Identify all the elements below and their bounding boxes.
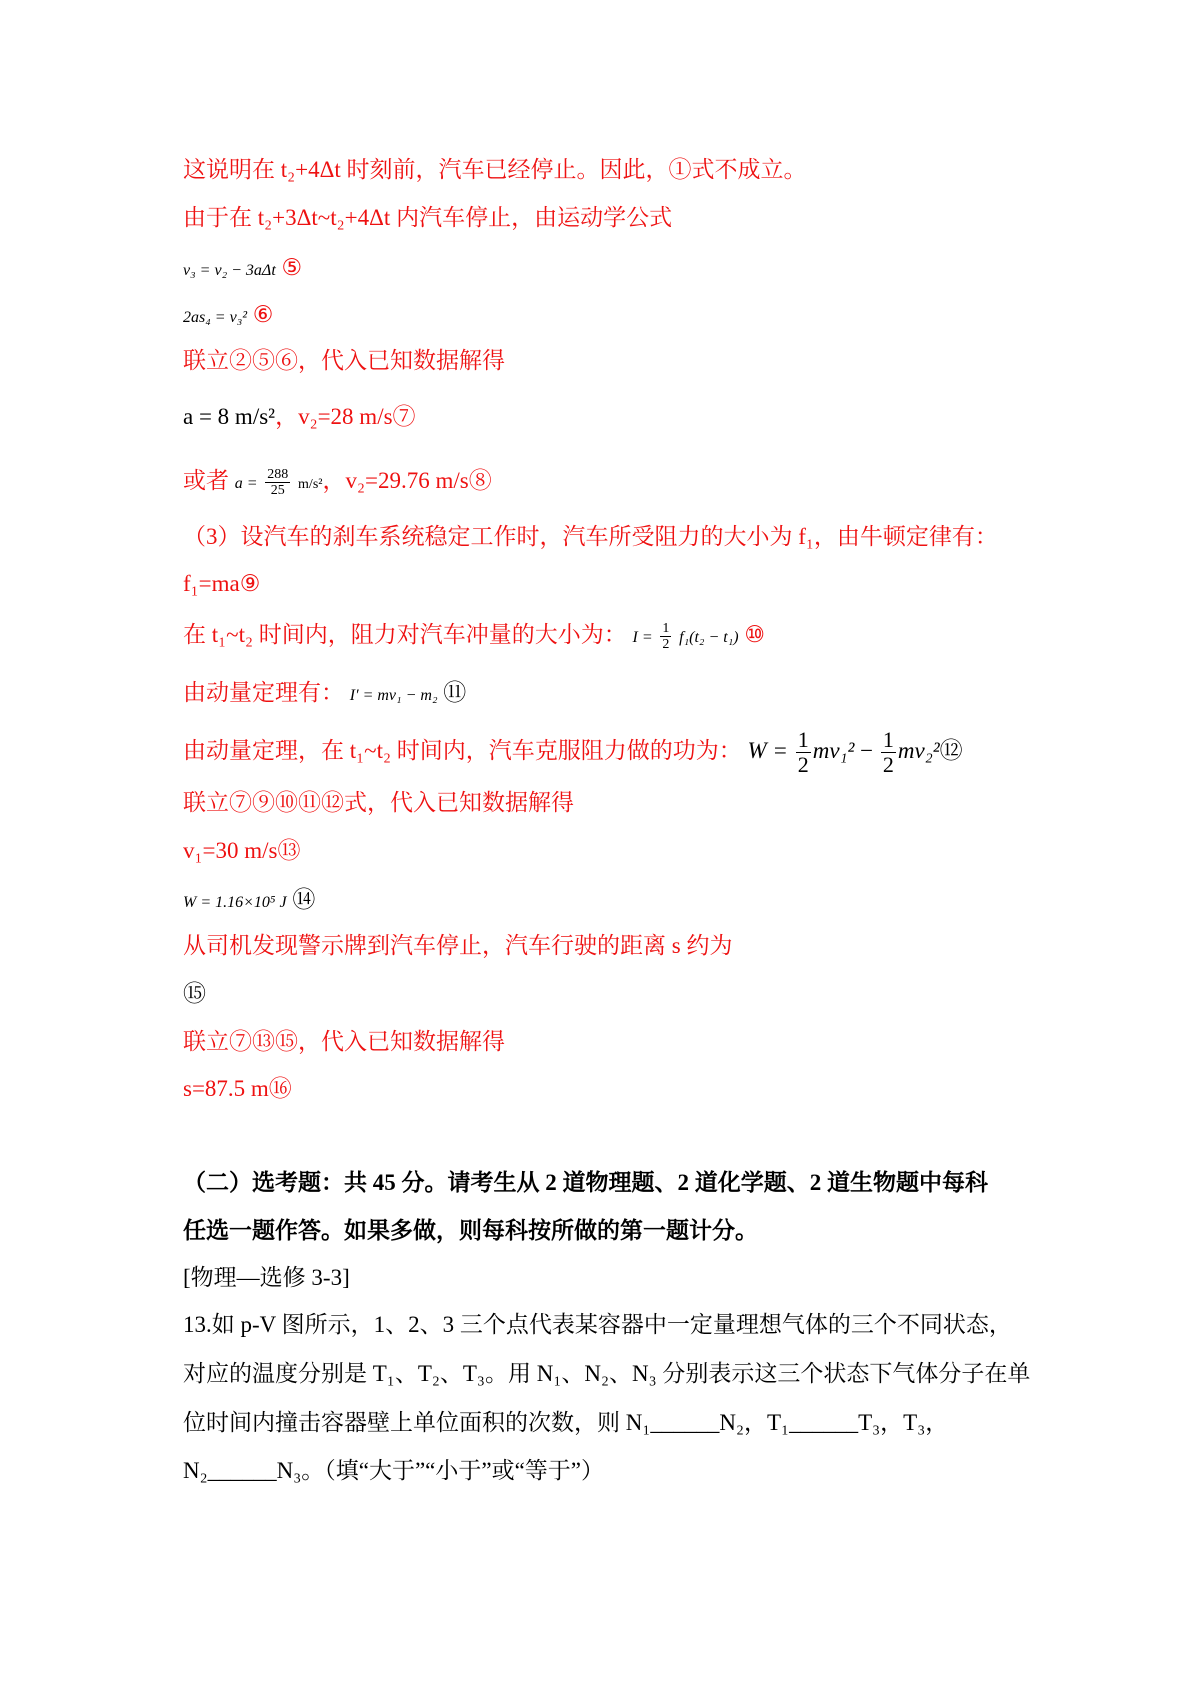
equation-14: [183, 885, 315, 918]
result-a2-unit: m/s²: [298, 477, 323, 492]
equation-10-numerator: 1: [662, 620, 670, 636]
equation-10-denominator: 2: [662, 637, 670, 653]
solution-line-3: 联立②⑤⑥，代入已知数据解得: [183, 348, 505, 373]
question-13-line-3: 位时间内撞击容器壁上单位面积的次数，则 N₁______N₂，T₁______T₃，T₃，: [183, 1410, 949, 1435]
result-a2-fraction: [265, 467, 290, 499]
equation-12-lhs: W =: [747, 738, 788, 763]
solution-line-6: 在 t₁~t₂ 时间内，阻力对汽车冲量的大小为：: [183, 622, 627, 647]
solution-line-4: （3）设汽车的刹车系统稳定工作时，汽车所受阻力的大小为 f₁，由牛顿定律有：: [183, 524, 998, 549]
result-a1: a = 8 m/s²: [183, 404, 276, 429]
result-line-1: [183, 402, 416, 432]
equation-12-minus: −: [860, 738, 874, 763]
equation-14-expr: W = 1.16×10⁵ J: [183, 894, 287, 911]
equation-10-lhs: I =: [632, 629, 653, 646]
equation-12-term-2: mv₂²: [897, 738, 940, 763]
equation-6-expr: 2as₄ = v₃²: [183, 309, 248, 326]
solution-line-9: 联立⑦⑨⑩⑪⑫式，代入已知数据解得: [183, 790, 574, 815]
result-line-2: [183, 458, 492, 508]
section-tag: [物理—选修 3-3]: [183, 1265, 350, 1290]
equation-12-numerator-2: 1: [882, 727, 894, 753]
equation-14-marker: ⑭: [292, 887, 316, 912]
equation-12-line: [183, 726, 963, 777]
equation-12-fraction-2: [881, 728, 896, 777]
equation-11-line: [183, 678, 466, 711]
equation-10-line: [183, 612, 765, 661]
solution-line-8: 由动量定理，在 t₁~t₂ 时间内，汽车克服阻力做的功为：: [183, 738, 742, 763]
or-label: 或者: [183, 468, 229, 493]
section-heading-line-2: 任选一题作答。如果多做，则每科按所做的第一题计分。: [183, 1218, 758, 1243]
result-a2-lhs: a =: [234, 475, 258, 492]
equation-11-marker: ⑪: [443, 680, 467, 705]
solution-line-2: 由于在 t₂+3Δt~t₂+4Δt 内汽车停止，由运动学公式: [183, 205, 673, 230]
equation-15-marker: ⑮: [183, 981, 206, 1006]
result-v2a: ，v₂=28 m/s⑦: [275, 404, 416, 429]
equation-12-numerator-1: 1: [797, 727, 809, 753]
equation-11-expr: I′ = mv₁ − m₂: [349, 687, 438, 704]
solution-line-11: 从司机发现警示牌到汽车停止，汽车行驶的距离 s 约为: [183, 933, 733, 958]
equation-5-expr: v₃ = v₂ − 3aΔt: [183, 262, 276, 279]
equation-12-term-1: mv₁²: [812, 738, 855, 763]
equation-6-marker: ⑥: [252, 302, 274, 327]
equation-12-denominator-2: 2: [882, 752, 894, 778]
question-13-line-2: 对应的温度分别是 T₁、T₂、T₃。用 N₁、N₂、N₃ 分别表示这三个状态下气体分子在单: [183, 1361, 1031, 1386]
result-a2-numerator: 288: [267, 466, 289, 482]
question-13-line-4: N₂______N₃。（填“大于”“小于”或“等于”）: [183, 1458, 605, 1483]
solution-line-14: s=87.5 m⑯: [183, 1076, 292, 1101]
section-heading-line-1: （二）选考题：共 45 分。请考生从 2 道物理题、2 道化学题、2 道生物题中每科: [183, 1170, 988, 1195]
result-v2b: ，v₂=29.76 m/s⑧: [322, 468, 492, 493]
equation-5: [183, 253, 302, 286]
equation-12-marker: ⑫: [939, 738, 963, 763]
equation-6: [183, 300, 273, 333]
question-13-line-1: 13.如 p-V 图所示，1、2、3 三个点代表某容器中一定量理想气体的三个不同状态，: [183, 1312, 1012, 1337]
solution-line-13: 联立⑦⑬⑮，代入已知数据解得: [183, 1029, 505, 1054]
solution-line-5: f₁=ma⑨: [183, 571, 261, 596]
equation-12-denominator-1: 2: [797, 752, 809, 778]
solution-line-1: 这说明在 t₂+4Δt 时刻前，汽车已经停止。因此，①式不成立。: [183, 157, 807, 182]
solution-line-7: 由动量定理有：: [183, 680, 344, 705]
equation-12-fraction-1: [796, 728, 811, 777]
solution-line-10: v₁=30 m/s⑬: [183, 838, 301, 863]
equation-5-marker: ⑤: [281, 255, 303, 280]
equation-10-marker: ⑩: [744, 622, 765, 647]
equation-10-fraction: [660, 621, 671, 653]
result-a2-denominator: 25: [270, 483, 285, 499]
equation-10-rhs: f₁(t₂ − t₁): [679, 629, 739, 646]
